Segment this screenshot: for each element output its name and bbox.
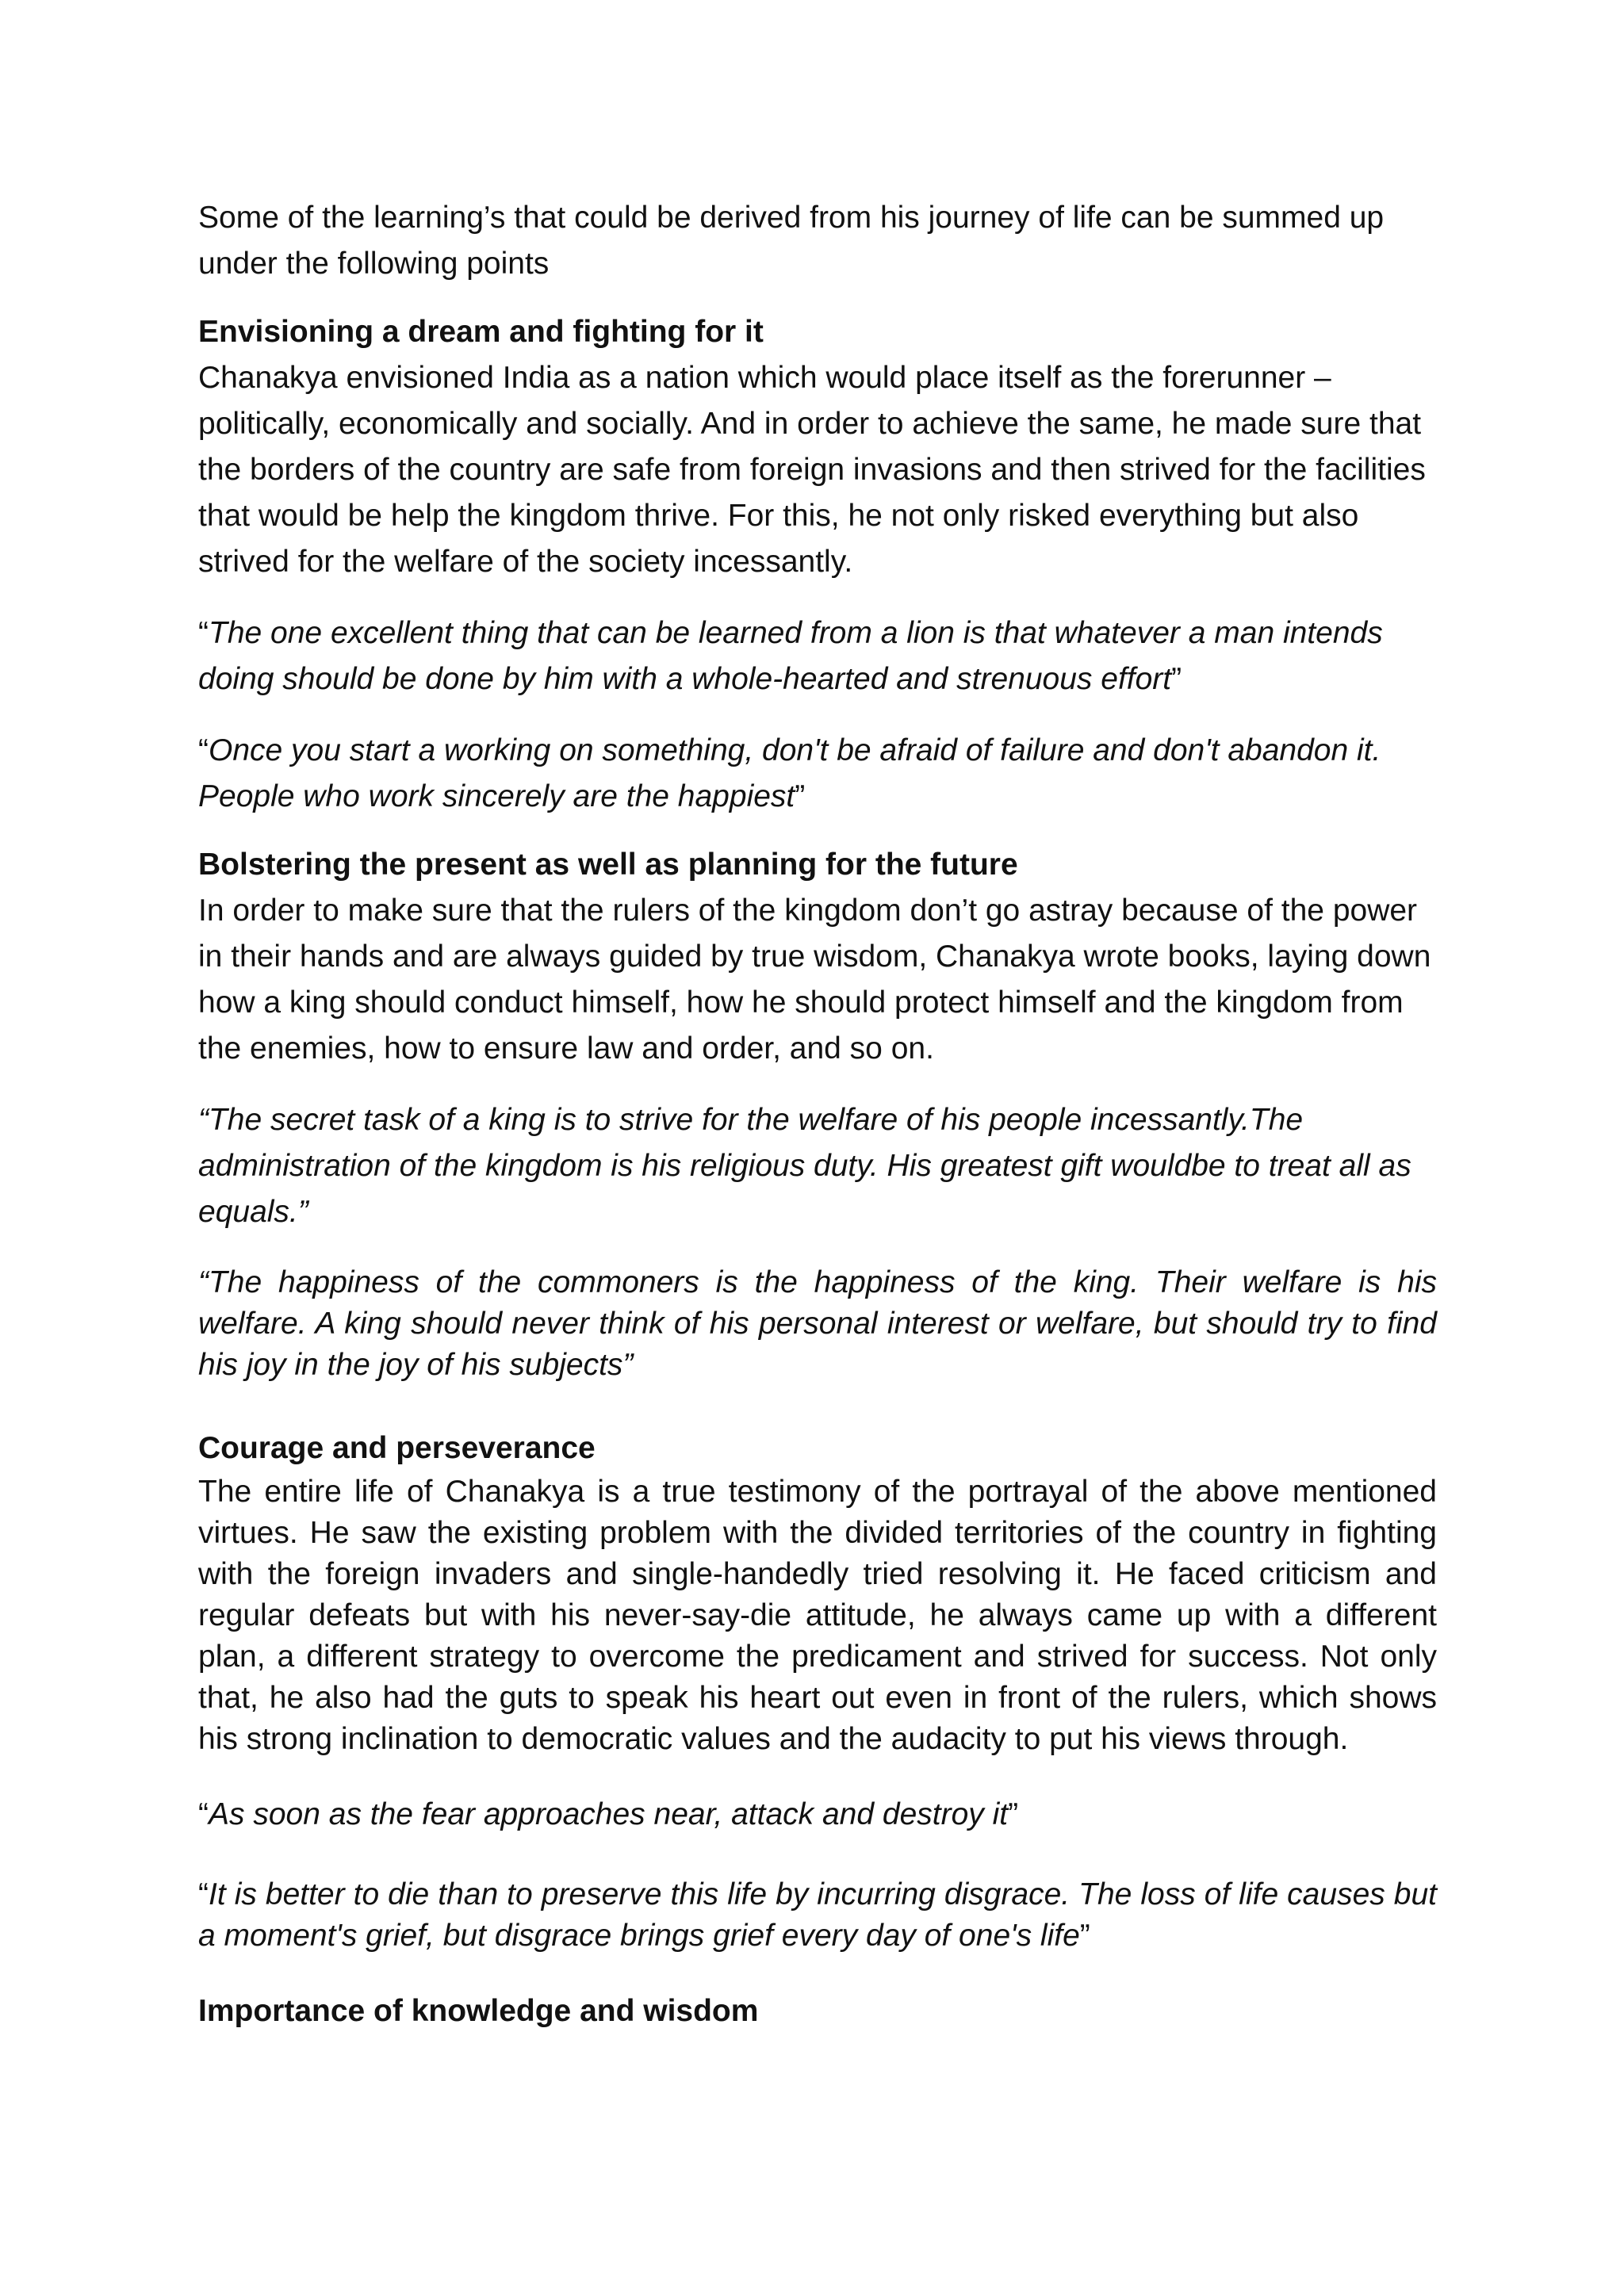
quote-close-mark: ” (1171, 662, 1182, 696)
quote-text: The one excellent thing that can be learned from a lion is that whatever a man intends doing should be done by him with a whole-hearted and strenuous effort (198, 616, 1383, 696)
quote-fear (198, 1792, 1437, 1838)
quote-close-mark: ” (1079, 1919, 1090, 1953)
quote-lion (198, 610, 1437, 702)
quote-disgrace (198, 1874, 1437, 1957)
quote-close-mark: ” (1008, 1797, 1019, 1831)
quote-text: “The secret task of a king is to strive for the welfare of his people incessantly.The administration of the kingdom is his religious duty. His greatest gift wouldbe to treat all as equals.” (198, 1103, 1411, 1229)
section-body-bolstering: In order to make sure that the rulers of the kingdom don’t go astray because of the power in their hands and are always guided by true wisdom, Chanakya wrote books, laying down how a king should conduct himself, how he should protect himself and the kingdom from the enemies, how to ensure law and order, and so on. (198, 894, 1431, 1066)
quote-open-mark: “ (198, 616, 209, 650)
intro-paragraph: Some of the learning’s that could be derived from his journey of life can be summed up under the following points (198, 201, 1385, 281)
quote-text: “The happiness of the commoners is the happiness of the king. Their welfare is his welfare. A king should never think of his personal interest or welfare, but should try to find his joy in the joy of his subjects” (198, 1265, 1437, 1382)
quote-text: It is better to die than to preserve this life by incurring disgrace. The loss of life causes but a moment's grief, but disgrace brings grief every day of one's life (198, 1877, 1437, 1953)
quote-open-mark: “ (198, 733, 209, 767)
quote-open-mark: “ (198, 1797, 209, 1831)
quote-text: As soon as the fear approaches near, attack and destroy it (209, 1797, 1009, 1831)
quote-king-duty (198, 1097, 1437, 1235)
quote-text: Once you start a working on something, don't be afraid of failure and don't abandon it. People who work sincerely are the happiest (198, 733, 1381, 813)
document-page (198, 195, 1437, 2034)
section-heading-courage: Courage and perseverance (198, 1431, 596, 1465)
quote-close-mark: ” (795, 779, 806, 813)
quote-open-mark: “ (198, 1877, 209, 1911)
section-body-courage: The entire life of Chanakya is a true testimony of the portrayal of the above mentioned virtues. He saw the existing problem with the divided territories of the country in fighting with the foreign invaders and single-handedly tried resolving it. He faced criticism and regular defeats but with his never-say-die attitude, he always came up with a different plan, a different strategy to overcome the predicament and strived for success. Not only that, he also had the guts to speak his heart out even in front of the rulers, which shows his strong inclination to democratic values and the audacity to put his views through. (198, 1475, 1437, 1756)
quote-happiness (198, 1262, 1437, 1386)
section-heading-envisioning: Envisioning a dream and fighting for it (198, 315, 764, 349)
section-heading-bolstering: Bolstering the present as well as planning for the future (198, 848, 1018, 882)
section-heading-knowledge: Importance of knowledge and wisdom (198, 1994, 759, 2028)
quote-failure (198, 728, 1437, 820)
section-body-envisioning: Chanakya envisioned India as a nation which would place itself as the forerunner – politically, economically and socially. And in order to achieve the same, he made sure that the borders of the country are safe from foreign invasions and then strived for the facilities that would be help the kingdom thrive. For this, he not only risked everything but also strived for the welfare of the society incessantly. (198, 361, 1426, 579)
